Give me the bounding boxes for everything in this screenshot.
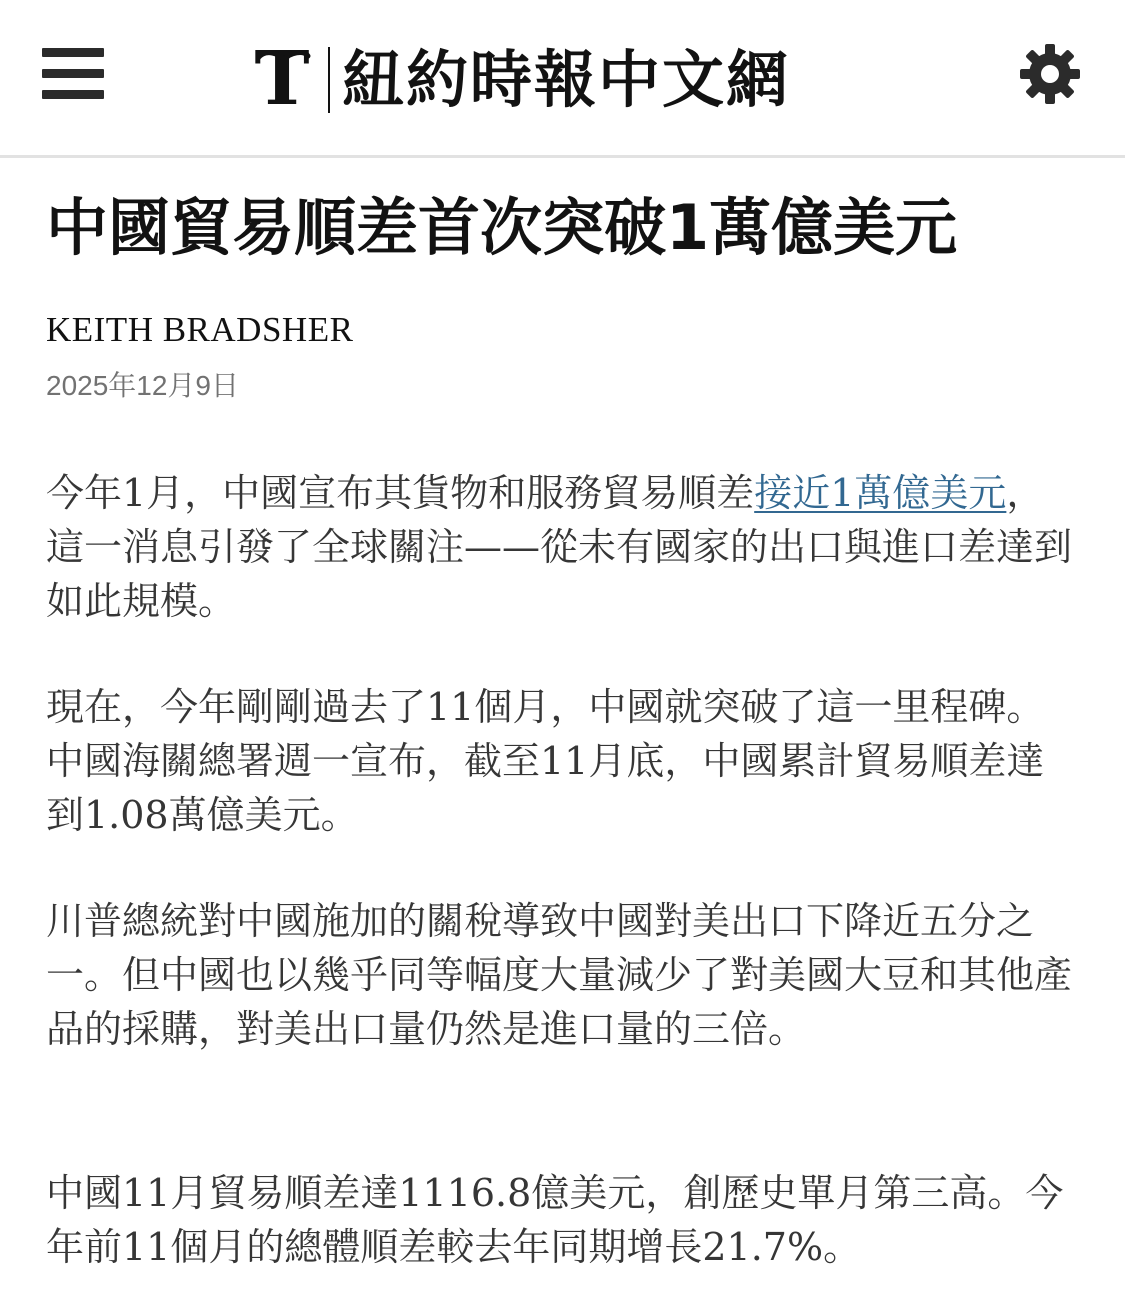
gear-icon[interactable] xyxy=(1018,42,1082,106)
paragraph-text: ，這一消息引發了全球關注——從未有國家的出口與進口差達到如此規模。 xyxy=(46,471,1073,623)
article-date: 2025年12月9日 xyxy=(46,370,240,401)
nyt-t-logo-icon xyxy=(250,42,314,118)
svg-text:T: T xyxy=(254,42,310,118)
masthead-title: 紐約時報中文網 xyxy=(342,43,791,116)
article-paragraph: 川普總統對中國施加的關稅導致中國對美出口下降近五分之一。但中國也以幾乎同等幅度大量減少了對美國大豆和其他產品的採購，對美出口量仍然是進口量的三倍。 xyxy=(46,899,1073,1051)
inline-link[interactable]: 接近1萬億美元 xyxy=(754,471,1007,515)
article-byline[interactable]: KEITH BRADSHER xyxy=(46,310,354,349)
paragraph-text: 今年1月，中國宣布其貨物和服務貿易順差 xyxy=(46,471,755,515)
article-headline: 中國貿易順差首次突破1萬億美元 xyxy=(46,191,958,264)
menu-line xyxy=(42,69,104,78)
top-navigation-bar xyxy=(0,0,1125,158)
menu-line xyxy=(42,90,104,99)
menu-line xyxy=(42,48,104,57)
hamburger-menu-icon[interactable] xyxy=(42,48,104,100)
article-paragraph xyxy=(46,466,1076,628)
article-paragraph: 現在，今年剛剛過去了11個月，中國就突破了這一里程碑。中國海關總署週一宣布，截至11月底，中國累計貿易順差達到1.08萬億美元。 xyxy=(46,685,1045,837)
masthead-divider xyxy=(328,47,330,113)
article-paragraph: 中國11月貿易順差達1116.8億美元，創歷史單月第三高。今年前11個月的總體順差較去年同期增長21.7%。 xyxy=(46,1171,1064,1269)
masthead-logo[interactable] xyxy=(250,40,790,120)
